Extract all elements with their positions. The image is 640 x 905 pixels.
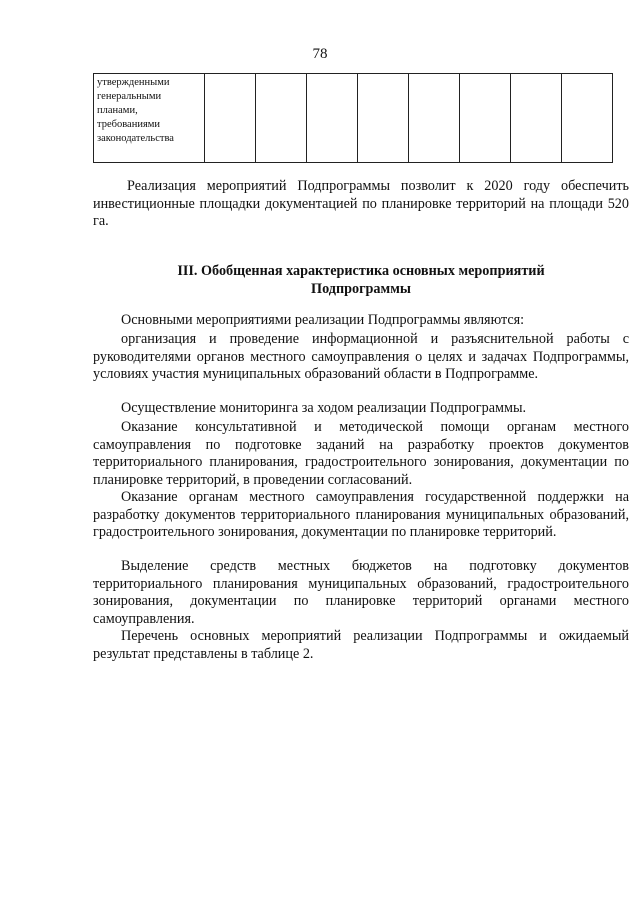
paragraph-7: Перечень основных мероприятий реализации Подпрограммы и ожидаемый результат представлены в таблице 2. (93, 628, 629, 662)
page-number: 78 (312, 46, 328, 62)
table-cell-empty (562, 74, 613, 163)
section-heading-line-2: Подпрограммы (311, 281, 411, 297)
table-cell-description (94, 74, 205, 163)
paragraph-3: Осуществление мониторинга за ходом реализации Подпрограммы. (121, 400, 527, 416)
table-fragment (93, 73, 613, 163)
cell-line: законодательства (97, 133, 174, 144)
section-heading (93, 262, 629, 298)
table-cell-empty (511, 74, 562, 163)
paragraph-5: Оказание органам местного самоуправления государственной поддержки на разработку документов территориального планирования муниципальных образований, градостроительного зонирования, документации по планировке территорий. (93, 489, 629, 540)
table-cell-empty (205, 74, 256, 163)
paragraph-4: Оказание консультативной и методической помощи органам местного самоуправления по подготовке заданий на разработку проектов документов территориального планирования, градостроительного зонирования, документации по планировке территорий, в проведении согласований. (93, 419, 629, 488)
cell-line: генеральными (97, 91, 162, 102)
paragraph-6: Выделение средств местных бюджетов на подготовку документов территориального планирования муниципальных образований, градостроительного зонирования, документации по планировке территорий органами местного самоуправления. (93, 558, 629, 627)
paragraph-1: Основными мероприятиями реализации Подпрограммы являются: (121, 312, 525, 328)
table-cell-empty (358, 74, 409, 163)
cell-line: утвержденными (97, 77, 170, 88)
paragraph-2: организация и проведение информационной и разъяснительной работы с руководителями органов местного самоуправления о целях и задачах Подпрограммы, условиях участия муниципальных образований области в Подпрограмме. (93, 331, 629, 382)
section-heading-line-1: III. Обобщенная характеристика основных мероприятий (177, 263, 545, 279)
table-cell-empty (256, 74, 307, 163)
table-row (94, 74, 613, 163)
table-cell-empty (460, 74, 511, 163)
cell-line: требованиями (97, 119, 161, 130)
intro-paragraph: Реализация мероприятий Подпрограммы позволит к 2020 году обеспечить инвестиционные площадки документацией по планировке территорий на площади 520 га. (93, 178, 629, 229)
table-cell-empty (409, 74, 460, 163)
cell-line: планами, (97, 105, 138, 116)
table-cell-empty (307, 74, 358, 163)
